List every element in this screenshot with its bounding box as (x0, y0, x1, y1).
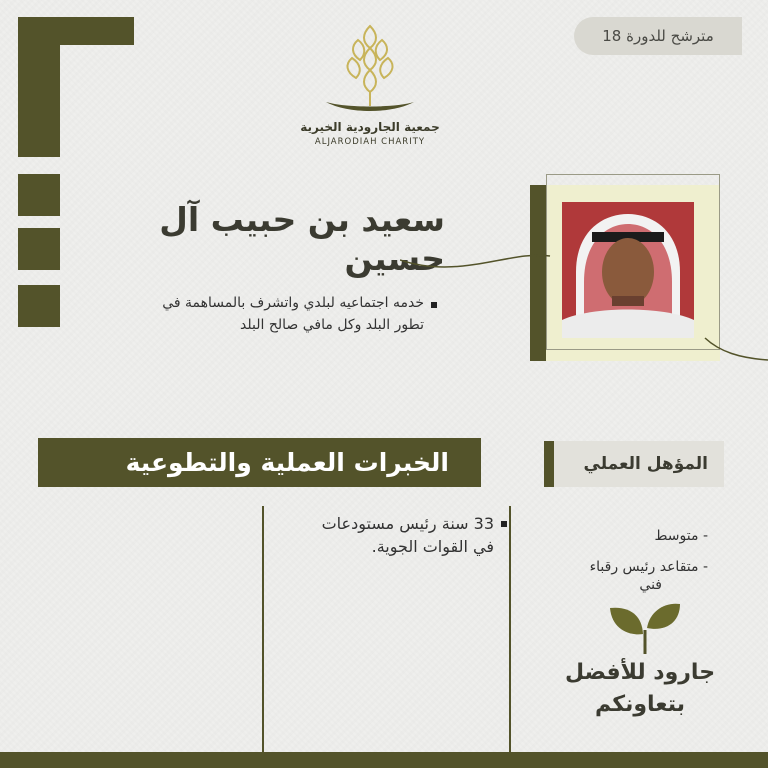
divider-line (509, 506, 511, 756)
qualification-item (540, 558, 708, 594)
bullet (431, 302, 437, 308)
slogan-line: جارود للأفضل (564, 660, 716, 685)
divider-line (262, 506, 264, 756)
goal-line: تطور البلد وكل مافي صالح البلد (240, 317, 424, 333)
logo-arabic-name: جمعية الجارودية الخيرية (300, 120, 440, 134)
experience-text (276, 512, 494, 558)
candidate-name: سعيد بن حبيب آل حسين (159, 200, 445, 278)
candidate-goal (80, 292, 424, 336)
experience-line: 33 سنة رئيس مستودعات (321, 514, 494, 533)
qualification-title: المؤهل العملي (583, 454, 708, 474)
logo-english-name: ALJARODIAH CHARITY (314, 137, 426, 147)
qualification-line: - متقاعد رئيس رقباء (589, 559, 708, 575)
slogan-line: بتعاونكم (595, 692, 685, 717)
candidate-badge: مترشح للدورة 18 (574, 17, 742, 55)
wheat-logo-icon (318, 18, 422, 118)
qualification-header-bar (544, 441, 554, 487)
slogan (560, 657, 720, 721)
bullet (501, 521, 507, 527)
decorative-square (18, 285, 60, 327)
decorative-square (18, 174, 60, 216)
connector-lines (400, 240, 768, 370)
bottom-bar (0, 752, 768, 768)
decorative-square (18, 228, 60, 270)
qualification-line: فني (639, 577, 662, 593)
qualification-item: - متوسط (654, 528, 708, 544)
experience-header: الخبرات العملية والتطوعية (38, 438, 481, 487)
experience-line: في القوات الجوية. (371, 537, 494, 556)
decorative-frame-left (18, 17, 60, 157)
goal-line: خدمه اجتماعيه لبلدي واتشرف بالمساهمة في (162, 295, 424, 311)
leaves-icon (608, 600, 682, 654)
